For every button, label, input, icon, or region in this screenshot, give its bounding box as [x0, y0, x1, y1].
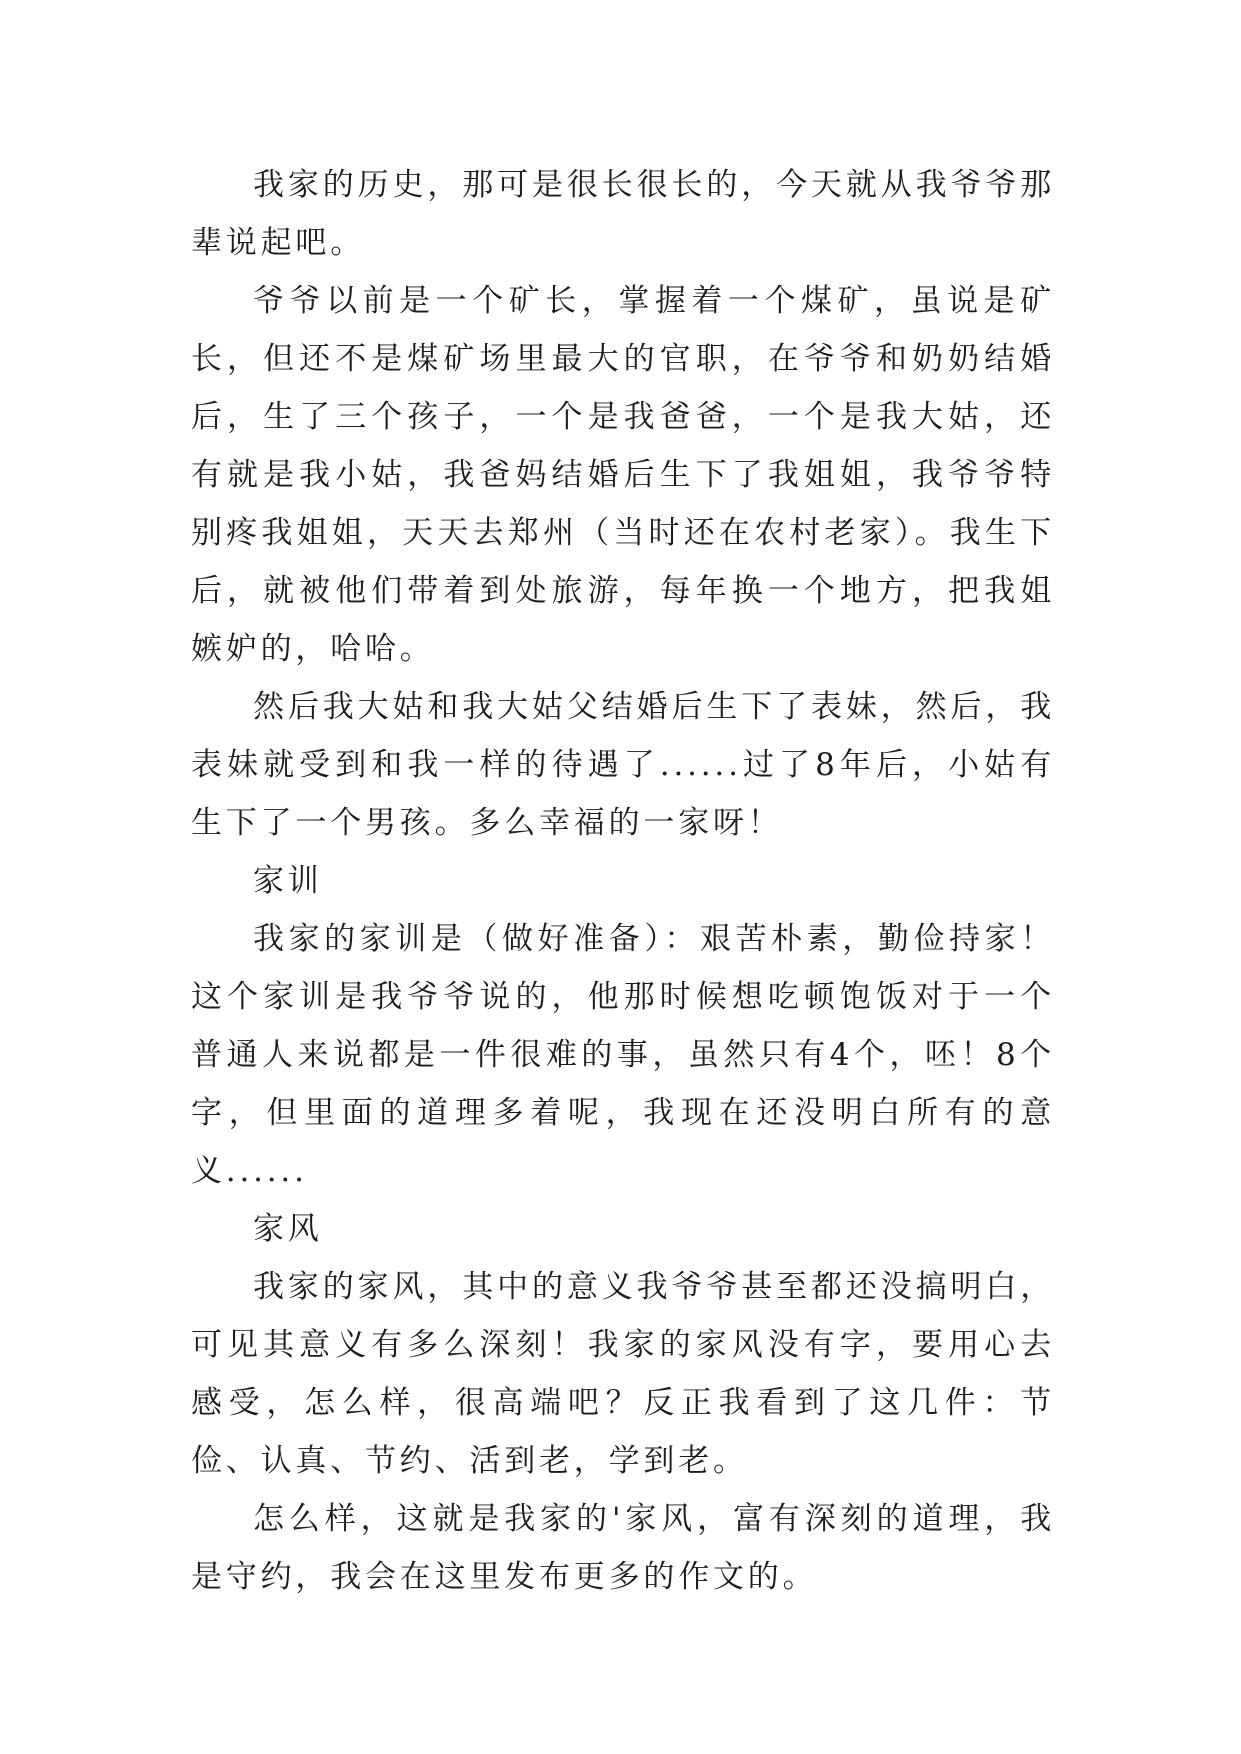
paragraph-family-tradition: 我家的家风，其中的意义我爷爷甚至都还没搞明白，可见其意义有多么深刻！我家的家风没有字，要用心去感受，怎么样，很高端吧？反正我看到了这几件：节俭、认真、节约、活到老，学到老。	[191, 1269, 1055, 1479]
heading-family-motto: 家训	[253, 863, 323, 899]
paragraph-family-motto: 我家的家训是（做好准备）：艰苦朴素，勤俭持家！这个家训是我爷爷说的，他那时候想吃顿饱饭对于一个普通人来说都是一件很难的事，虽然只有4个，呸！8个字，但里面的道理多着呢，我现在还没明白所有的意义......	[191, 921, 1055, 1189]
heading-family-tradition: 家风	[253, 1211, 323, 1247]
essay-body	[191, 156, 1055, 1606]
paragraph-grandfather: 爷爷以前是一个矿长，掌握着一个煤矿，虽说是矿长，但还不是煤矿场里最大的官职，在爷爷和奶奶结婚后，生了三个孩子，一个是我爸爸，一个是我大姑，还有就是我小姑，我爸妈结婚后生下了我姐姐，我爷爷特别疼我姐姐，天天去郑州（当时还在农村老家）。我生下后，就被他们带着到处旅游，每年换一个地方，把我姐嫉妒的，哈哈。	[191, 283, 1055, 667]
paragraph-conclusion: 怎么样，这就是我家的'家风，富有深刻的道理，我是守约，我会在这里发布更多的作文的。	[191, 1501, 1055, 1595]
paragraph-cousin: 然后我大姑和我大姑父结婚后生下了表妹，然后，我表妹就受到和我一样的待遇了......过了8年后，小姑有生下了一个男孩。多么幸福的一家呀！	[191, 689, 1055, 841]
paragraph-family-history: 我家的历史，那可是很长很长的，今天就从我爷爷那辈说起吧。	[191, 167, 1055, 261]
